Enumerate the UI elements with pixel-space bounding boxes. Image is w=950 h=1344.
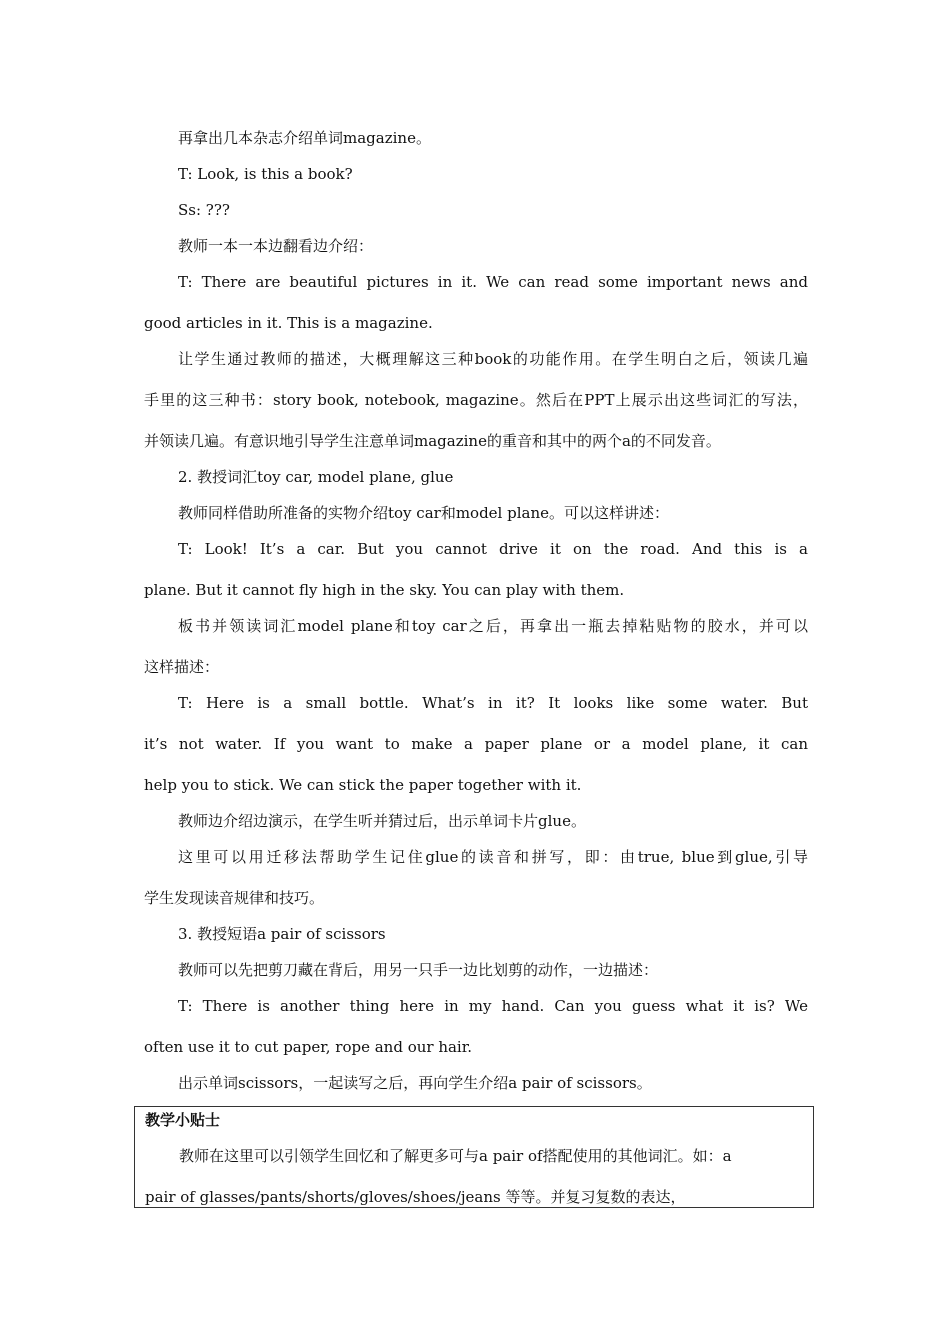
paragraph-line: 这里可以用迁移法帮助学生记住glue的读音和拼写，即：由true, blue到glue,引导 xyxy=(178,848,808,866)
dialogue-line: plane. But it cannot fly high in the sky. You can play with them. xyxy=(144,581,625,599)
paragraph-line: 教师可以先把剪刀藏在背后，用另一只手一边比划剪的动作，一边描述： xyxy=(178,961,659,979)
dialogue-line: T: Look, is this a book? xyxy=(178,165,353,183)
paragraph-line: 并领读几遍。有意识地引导学生注意单词magazine的重音和其中的两个a的不同发音。 xyxy=(144,432,721,450)
dialogue-line: T: There are beautiful pictures in it. We can read some important news and xyxy=(178,273,808,291)
teaching-tip-box xyxy=(134,1106,814,1208)
paragraph-line: 再拿出几本杂志介绍单词magazine。 xyxy=(178,129,431,147)
tip-line: pair of glasses/pants/shorts/gloves/shoes/jeans 等等。并复习复数的表达， xyxy=(145,1188,686,1206)
dialogue-line: Ss: ??? xyxy=(178,201,230,219)
paragraph-line: 教师同样借助所准备的实物介绍toy car和model plane。可以这样讲述： xyxy=(178,504,669,522)
dialogue-line: often use it to cut paper, rope and our hair. xyxy=(144,1038,473,1056)
dialogue-line: T: Here is a small bottle. What’s in it? It looks like some water. But xyxy=(178,694,808,712)
paragraph-line: 手里的这三种书：story book, notebook, magazine。然后在PPT上展示出这些词汇的写法， xyxy=(144,391,808,409)
section-heading: 3. 教授短语a pair of scissors xyxy=(178,925,386,943)
paragraph-line: 让学生通过教师的描述，大概理解这三种book的功能作用。在学生明白之后，领读几遍 xyxy=(178,350,808,368)
dialogue-line: good articles in it. This is a magazine. xyxy=(144,314,433,332)
tip-line: 教师在这里可以引领学生回忆和了解更多可与a pair of搭配使用的其他词汇。如：a xyxy=(179,1147,732,1165)
paragraph-line: 出示单词scissors，一起读写之后，再向学生介绍a pair of scissors。 xyxy=(178,1074,652,1092)
dialogue-line: T: There is another thing here in my hand. Can you guess what it is? We xyxy=(178,997,808,1015)
dialogue-line: help you to stick. We can stick the paper together with it. xyxy=(144,776,582,794)
section-heading: 2. 教授词汇toy car, model plane, glue xyxy=(178,468,454,486)
paragraph-line: 这样描述： xyxy=(144,658,220,676)
tip-title: 教学小贴士 xyxy=(145,1111,221,1129)
dialogue-line: T: Look! It’s a car. But you cannot drive it on the road. And this is a xyxy=(178,540,808,558)
paragraph-line: 教师边介绍边演示，在学生听并猜过后，出示单词卡片glue。 xyxy=(178,812,586,830)
paragraph-line: 教师一本一本边翻看边介绍： xyxy=(178,237,374,255)
paragraph-line: 学生发现读音规律和技巧。 xyxy=(144,889,325,907)
paragraph-line: 板书并领读词汇model plane和toy car之后，再拿出一瓶去掉粘贴物的胶水，并可以 xyxy=(178,617,808,635)
dialogue-line: it’s not water. If you want to make a paper plane or a model plane, it can xyxy=(144,735,808,753)
